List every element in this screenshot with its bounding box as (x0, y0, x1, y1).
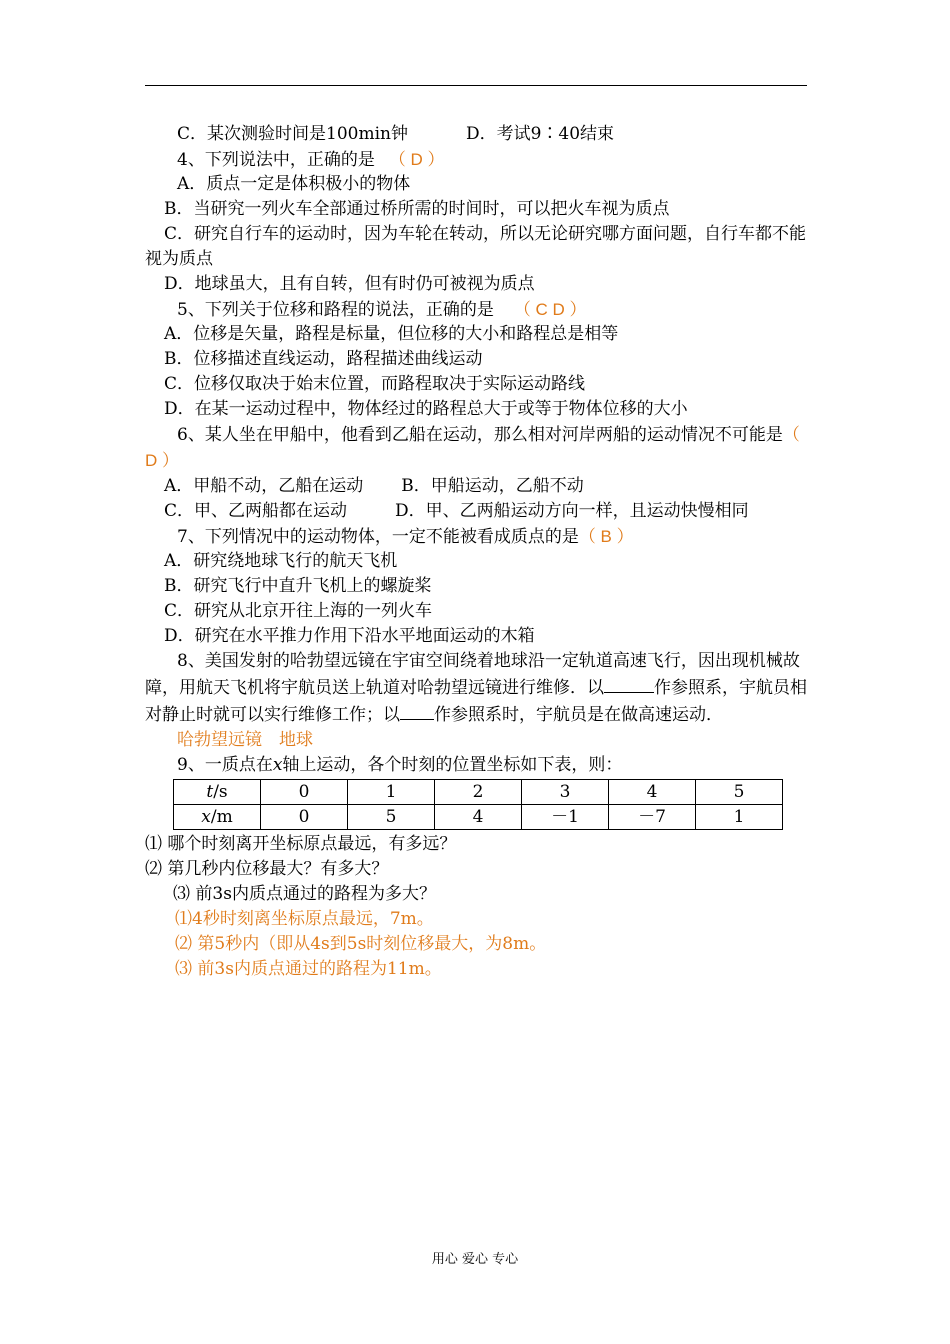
option-4d: D．地球虽大，且有自转，但有时仍可被视为质点 (164, 274, 535, 294)
option-c: C．某次测验时间是100min钟 (177, 124, 408, 144)
table-cell: 1 (348, 780, 435, 805)
question-7: 7、下列情况中的运动物体，一定不能被看成质点的是（ B ） (177, 527, 634, 547)
option-7b: B．研究飞行中直升飞机上的螺旋桨 (164, 576, 432, 596)
answer-7: （ B ） (578, 527, 634, 546)
table-cell: 3 (522, 780, 609, 805)
option-5a: A．位移是矢量，路程是标量，但位移的大小和路程总是相等 (164, 324, 619, 344)
answer-6: （ D ） (145, 425, 800, 470)
table-cell: 1 (696, 805, 783, 830)
position-table (173, 779, 783, 830)
question-9: 9、一质点在x轴上运动，各个时刻的位置坐标如下表，则： (177, 755, 623, 775)
page-footer: 用心 爱心 专心 (431, 1252, 519, 1267)
option-4a: A．质点一定是体积极小的物体 (177, 174, 411, 194)
question-6: 6、某人坐在甲船中，他看到乙船在运动，那么相对河岸两船的运动情况不可能是（ D ） (145, 425, 800, 470)
option-6c: C．甲、乙两船都在运动 (164, 501, 348, 521)
table-cell: 0 (261, 805, 348, 830)
table-header-cell: t/s (174, 780, 261, 805)
answer-8: 哈勃望远镜 地球 (177, 730, 313, 750)
option-d: D．考试9∶40结束 (465, 124, 615, 144)
answer-9-part-2: ⑵ 第5秒内（即从4s到5s时刻位移最大，为8m。 (175, 934, 547, 954)
option-7a: A．研究绕地球飞行的航天飞机 (164, 551, 398, 571)
option-6a: A．甲船不动，乙船在运动 (164, 476, 364, 496)
q3-options-cd (145, 122, 807, 147)
blank-2[interactable] (400, 701, 434, 720)
question-5: 5、下列关于位移和路程的说法，正确的是 （ C D ） (177, 300, 587, 320)
answer-9-part-3: ⑶ 前3s内质点通过的路程为11m。 (175, 959, 442, 979)
table-cell: 4 (435, 805, 522, 830)
option-5d: D．在某一运动过程中，物体经过的路程总大于或等于物体位移的大小 (164, 399, 688, 419)
table-cell: 0 (261, 780, 348, 805)
question-6-options-ab (145, 474, 807, 499)
table-cell: －7 (609, 805, 696, 830)
option-4b: B．当研究一列火车全部通过桥所需的时间时，可以把火车视为质点 (164, 199, 670, 219)
answer-9-part-1: ⑴4秒时刻离坐标原点最远，7m。 (175, 909, 434, 929)
question-9-part-1: ⑴ 哪个时刻离开坐标原点最远，有多远？ (145, 834, 457, 854)
table-cell: 5 (348, 805, 435, 830)
blank-1[interactable] (604, 674, 654, 693)
question-4: 4、下列说法中，正确的是 （ D ） (177, 150, 445, 170)
option-4c: C．研究自行车的运动时，因为车轮在转动，所以无论研究哪方面问题，自行车都不能视为质点 (145, 224, 807, 269)
option-7d: D．研究在水平推力作用下沿水平地面运动的木箱 (164, 626, 535, 646)
table-cell: －1 (522, 805, 609, 830)
answer-4: （ D ） (388, 150, 445, 169)
answer-5: （ C D ） (513, 300, 587, 319)
option-6d: D．甲、乙两船运动方向一样，且运动快慢相同 (395, 501, 749, 521)
option-5b: B．位移描述直线运动，路程描述曲线运动 (164, 349, 483, 369)
table-row (174, 805, 783, 830)
table-cell: 5 (696, 780, 783, 805)
option-6b: B．甲船运动，乙船不动 (401, 476, 584, 496)
option-7c: C．研究从北京开往上海的一列火车 (164, 601, 433, 621)
question-8: 8、美国发射的哈勃望远镜在宇宙空间绕着地球沿一定轨道高速飞行，因出现机械故障，用航天飞机将宇航员送上轨道对哈勃望远镜进行维修．以 作参照系，宇航员相对静止时就可以实行维修工作；以 作参照系时，宇航员是在做高速运动． (145, 651, 807, 725)
table-header-cell: x/m (174, 805, 261, 830)
question-9-part-3: ⑶ 前3s内质点通过的路程为多大？ (173, 884, 436, 904)
table-row (174, 780, 783, 805)
question-6-options-cd (145, 499, 807, 524)
question-9-part-2: ⑵ 第几秒内位移最大？有多大？ (145, 859, 389, 879)
header-rule (145, 85, 807, 86)
table-cell: 4 (609, 780, 696, 805)
document-body (145, 122, 807, 982)
option-5c: C．位移仅取决于始末位置，而路程取决于实际运动路线 (164, 374, 586, 394)
table-cell: 2 (435, 780, 522, 805)
